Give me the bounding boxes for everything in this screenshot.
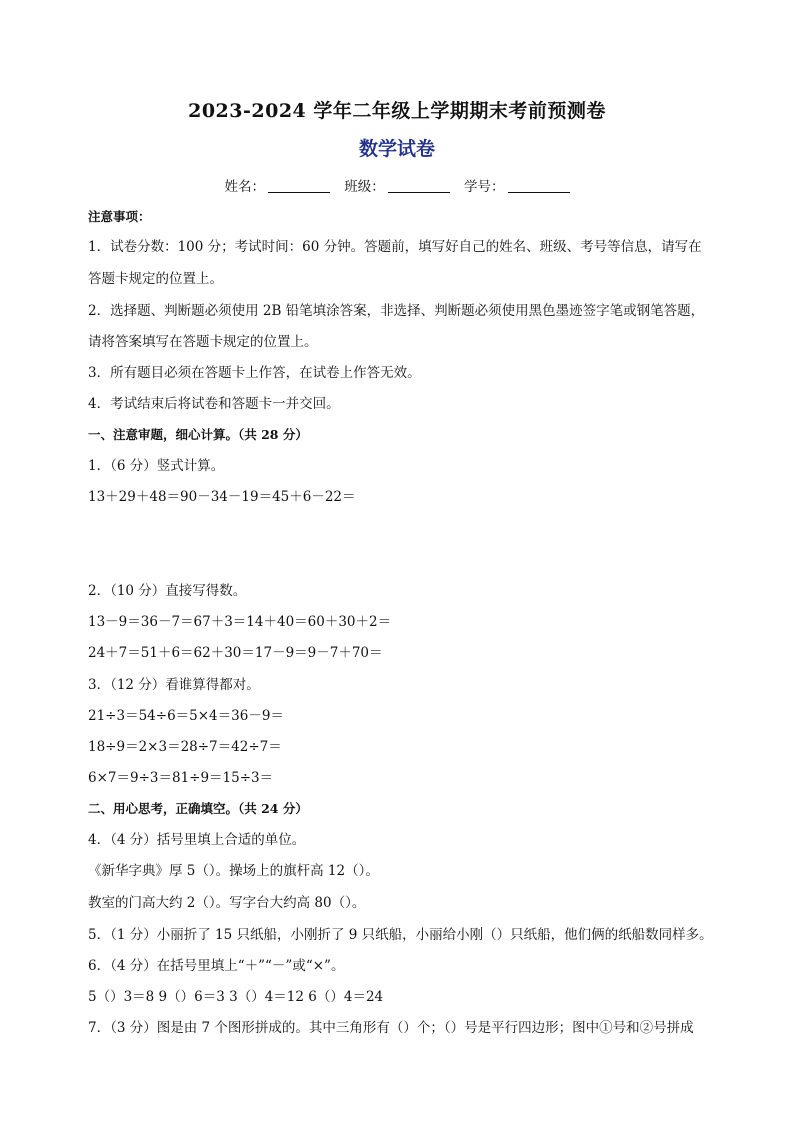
name-blank[interactable] [268, 178, 330, 193]
class-blank[interactable] [388, 178, 450, 193]
question-4-line: 《新华字典》厚 5（）。操场上的旗杆高 12（）。 [88, 863, 379, 879]
question-1: 1．（6 分）竖式计算。 [88, 458, 225, 474]
name-label: 姓名： [224, 179, 265, 195]
question-3: 3．（12 分）看谁算得都对。 [88, 677, 260, 693]
question-6-line: 5（）3＝8 9（）6＝3 3（）4＝12 6（）4＝24 [88, 989, 384, 1005]
notes-line: 请将答案填写在答题卡规定的位置上。 [88, 334, 318, 350]
notes-line: 2．选择题、判断题必须使用 2B 铅笔填涂答案，非选择、判断题必须使用黑色墨迹签字笔或钢笔答题， [88, 303, 705, 319]
question-7: 7．（3 分）图是由 7 个图形拼成的。其中三角形有（）个；（）号是平行四边形；图中①号和②号拼成 [88, 1020, 694, 1036]
notes-line: 1．试卷分数：100 分；考试时间：60 分钟。答题前，填写好自己的姓名、班级、考号等信息，请写在 [88, 239, 702, 255]
question-1-expressions: 13＋29＋48＝90－34－19＝45＋6－22＝ [88, 489, 356, 505]
question-2: 2．（10 分）直接写得数。 [88, 583, 247, 599]
question-2-expressions: 24＋7＝51＋6＝62＋30＝17－9＝9－7＋70＝ [88, 645, 383, 661]
section2-heading: 二、用心思考，正确填空。（共 24 分） [88, 801, 308, 816]
question-5: 5．（1 分）小丽折了 15 只纸船，小刚折了 9 只纸船，小丽给小刚（）只纸船，他们俩的纸船数同样多。 [88, 927, 713, 943]
section1-heading: 一、注意审题，细心计算。（共 28 分） [88, 427, 308, 442]
question-4-line: 教室的门高大约 2（）。写字台大约高 80（）。 [88, 895, 366, 911]
question-3-expressions: 21÷3＝54÷6＝5×4＝36－9＝ [88, 708, 284, 724]
question-3-expressions: 6×7＝9÷3＝81÷9＝15÷3＝ [88, 770, 274, 786]
exam-title: 2023-2024 学年二年级上学期期末考前预测卷 [188, 100, 606, 122]
question-4: 4．（4 分）括号里填上合适的单位。 [88, 832, 306, 848]
notes-line: 3．所有题目必须在答题卡上作答，在试卷上作答无效。 [88, 365, 421, 381]
notes-heading: 注意事项： [88, 209, 151, 224]
number-blank[interactable] [508, 178, 570, 193]
exam-subtitle: 数学试卷 [358, 138, 435, 160]
question-3-expressions: 18÷9＝2×3＝28÷7＝42÷7＝ [88, 739, 282, 755]
class-label: 班级： [344, 179, 385, 195]
question-2-expressions: 13－9＝36－7＝67＋3＝14＋40＝60＋30＋2＝ [88, 614, 392, 630]
number-label: 学号： [464, 179, 505, 195]
student-info-row [0, 175, 794, 195]
notes-line: 答题卡规定的位置上。 [88, 271, 223, 287]
question-6: 6．（4 分）在括号里填上“＋”“－”或“×”。 [88, 958, 345, 974]
notes-line: 4．考试结束后将试卷和答题卡一并交回。 [88, 396, 340, 412]
